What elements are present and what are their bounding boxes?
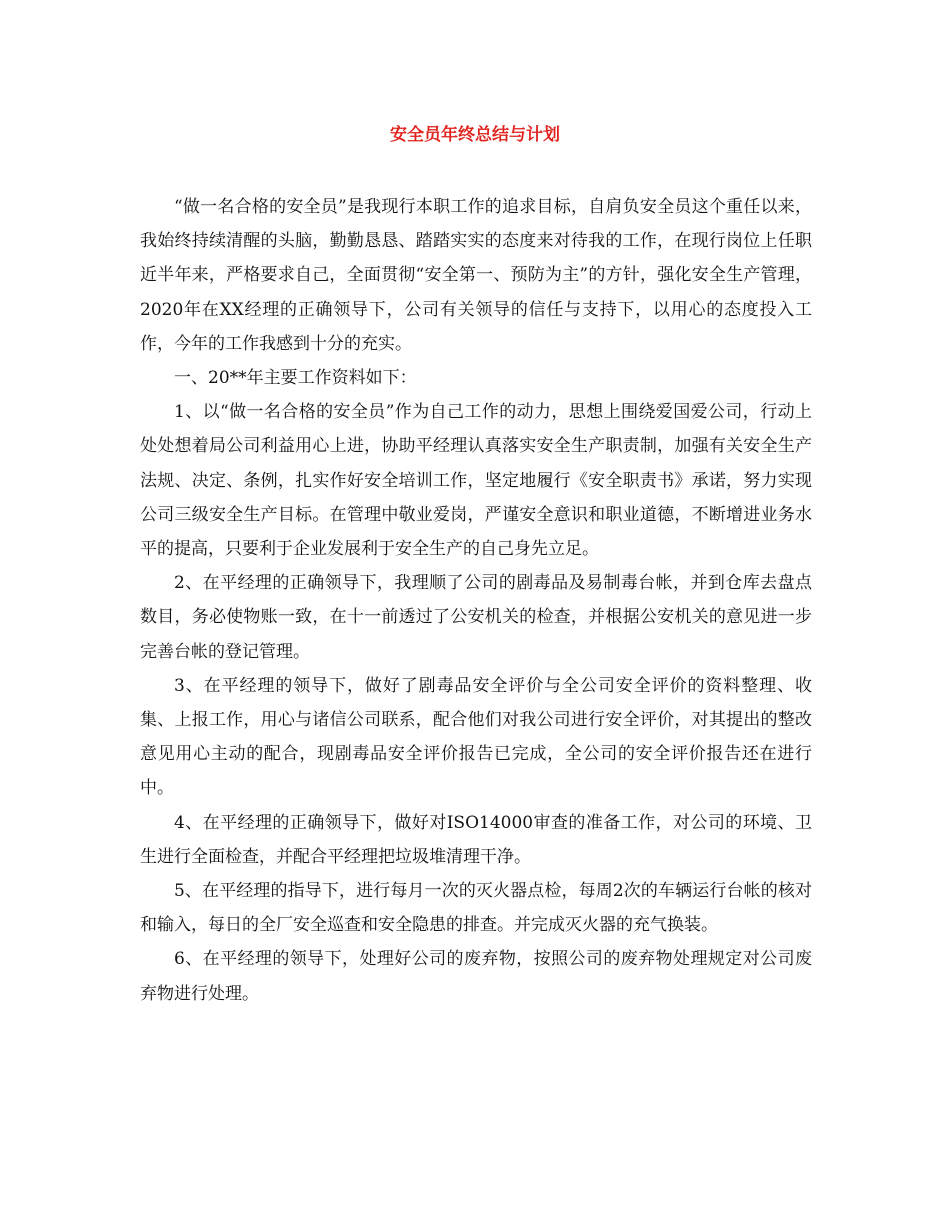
document-body	[140, 190, 812, 1011]
section-heading: 一、20**年主要工作资料如下：	[174, 368, 417, 389]
paragraph-item-5: 5、在平经理的指导下，进行每月一次的灭火器点检，每周2次的车辆运行台帐的核对和输入，每日的全厂安全巡查和安全隐患的排查。并完成灭火器的充气换装。	[140, 881, 812, 936]
paragraph-intro: “做一名合格的安全员”是我现行本职工作的追求目标，自肩负安全员这个重任以来，我始终持续清醒的头脑，勤勤恳恳、踏踏实实的态度来对待我的工作，在现行岗位上任职近半年来，严格要求自己，全面贯彻“安全第一、预防为主”的方针，强化安全生产管理，2020年在XX经理的正确领导下，公司有关领导的信任与支持下，以用心的态度投入工作，今年的工作我感到十分的充实。	[140, 197, 812, 354]
paragraph-item-6: 6、在平经理的领导下，处理好公司的废弃物，按照公司的废弃物处理规定对公司废弃物进行处理。	[140, 949, 812, 1004]
document-title: 安全员年终总结与计划	[390, 125, 560, 145]
paragraph-item-1: 1、以“做一名合格的安全员”作为自己工作的动力，思想上围绕爱国爱公司，行动上处处想着局公司利益用心上进，协助平经理认真落实安全生产职责制，加强有关安全生产法规、决定、条例，扎实作好安全培训工作，坚定地履行《安全职责书》承诺，努力实现公司三级安全生产目标。在管理中敬业爱岗，严谨安全意识和职业道德，不断增进业务水平的提高，只要利于企业发展利于安全生产的自己身先立足。	[140, 402, 812, 560]
paragraph-item-4: 4、在平经理的正确领导下，做好对ISO14000审查的准备工作，对公司的环境、卫生进行全面检查，并配合平经理把垃圾堆清理干净。	[140, 812, 812, 867]
paragraph-item-2: 2、在平经理的正确领导下，我理顺了公司的剧毒品及易制毒台帐，并到仓库去盘点数目，务必使物账一致，在十一前透过了公安机关的检查，并根据公安机关的意见进一步完善台帐的登记管理。	[140, 573, 812, 662]
paragraph-item-3: 3、在平经理的领导下，做好了剧毒品安全评价与全公司安全评价的资料整理、收集、上报工作，用心与诸信公司联系，配合他们对我公司进行安全评价，对其提出的整改意见用心主动的配合，现剧毒品安全评价报告已完成，全公司的安全评价报告还在进行中。	[140, 675, 812, 799]
